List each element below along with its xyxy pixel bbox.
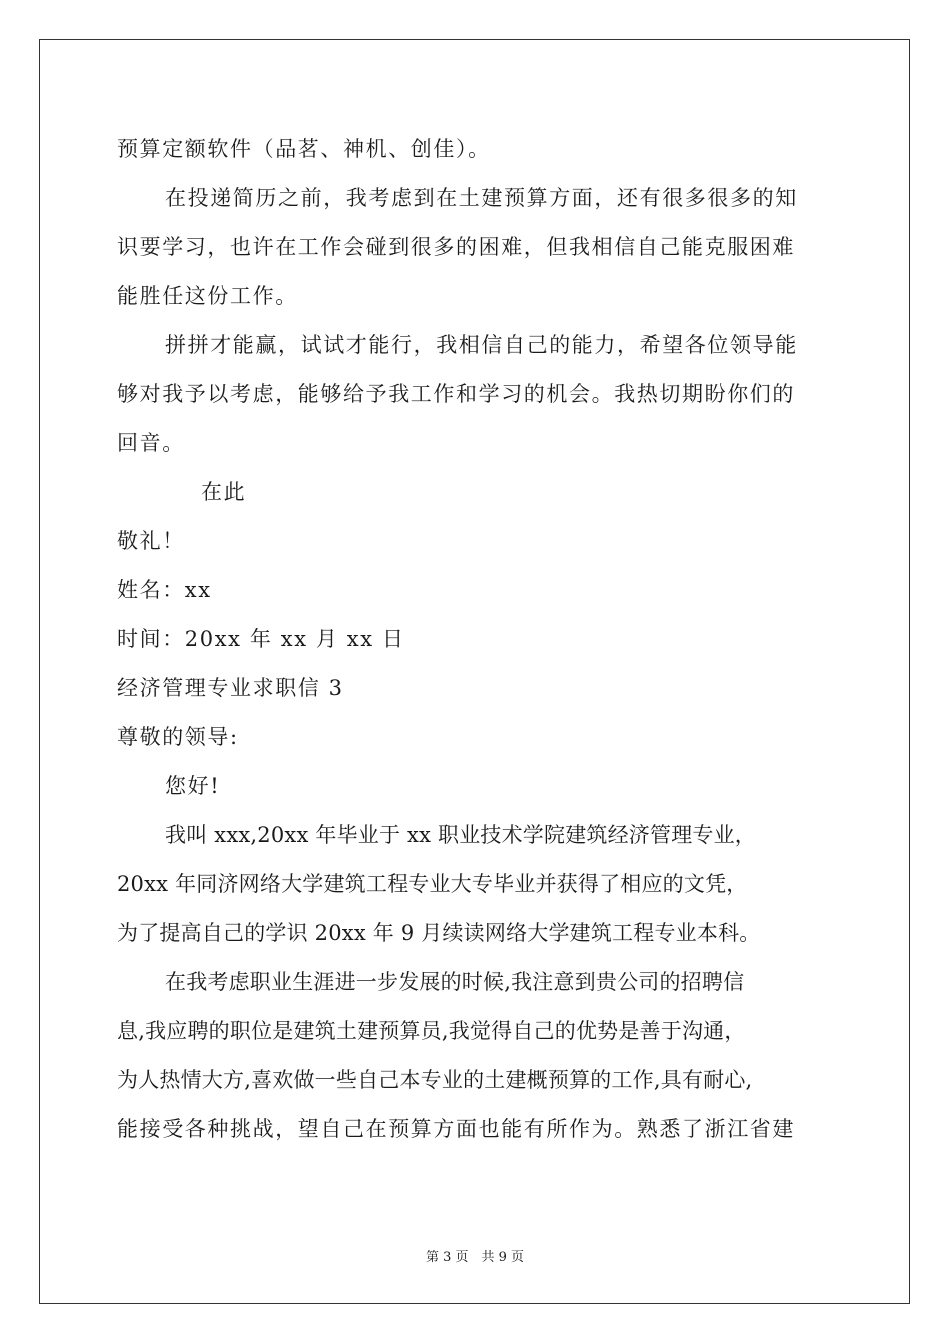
page-number: 第 3 页 共 9 页 bbox=[425, 1250, 525, 1265]
text-line: 识要学习，也许在工作会碰到很多的困难，但我相信自己能克服困难 bbox=[117, 235, 795, 259]
paragraph-start: 拼拼才能赢，试试才能行，我相信自己的能力，希望各位领导能 bbox=[165, 333, 798, 357]
text-line: 够对我予以考虑，能够给予我工作和学习的机会。我热切期盼你们的 bbox=[117, 382, 795, 406]
text-line: 预算定额软件（品茗、神机、创佳）。 bbox=[117, 137, 491, 161]
text-line: 回音。 bbox=[117, 431, 185, 455]
section-title: 经济管理专业求职信 3 bbox=[117, 676, 344, 700]
text-line: 息,我应聘的职位是建筑土建预算员,我觉得自己的优势是善于沟通， bbox=[117, 1019, 746, 1043]
paragraph-start: 在投递简历之前，我考虑到在土建预算方面，还有很多很多的知 bbox=[165, 186, 798, 210]
signature-date: 时间：20xx 年 xx 月 xx 日 bbox=[117, 627, 405, 651]
closing-regards: 敬礼！ bbox=[117, 529, 185, 553]
text-line: 为人热情大方,喜欢做一些自己本专业的土建概预算的工作,具有耐心, bbox=[117, 1068, 753, 1092]
paragraph-start: 在我考虑职业生涯进一步发展的时候,我注意到贵公司的招聘信 bbox=[165, 970, 745, 994]
text-line: 能胜任这份工作。 bbox=[117, 284, 298, 308]
paragraph-start: 我叫 xxx,20xx 年毕业于 xx 职业技术学院建筑经济管理专业， bbox=[165, 823, 756, 847]
text-line: 为了提高自己的学识 20xx 年 9 月续读网络大学建筑工程专业本科。 bbox=[117, 921, 761, 945]
closing-salutation: 在此 bbox=[201, 480, 247, 504]
letter-salutation: 尊敬的领导: bbox=[117, 725, 239, 749]
greeting: 您好! bbox=[165, 774, 221, 798]
text-line: 能接受各种挑战，望自己在预算方面也能有所作为。熟悉了浙江省建 bbox=[117, 1117, 795, 1141]
text-line: 20xx 年同济网络大学建筑工程专业大专毕业并获得了相应的文凭， bbox=[117, 872, 748, 896]
document-body bbox=[117, 125, 837, 1154]
signature-name: 姓名：xx bbox=[117, 578, 212, 602]
